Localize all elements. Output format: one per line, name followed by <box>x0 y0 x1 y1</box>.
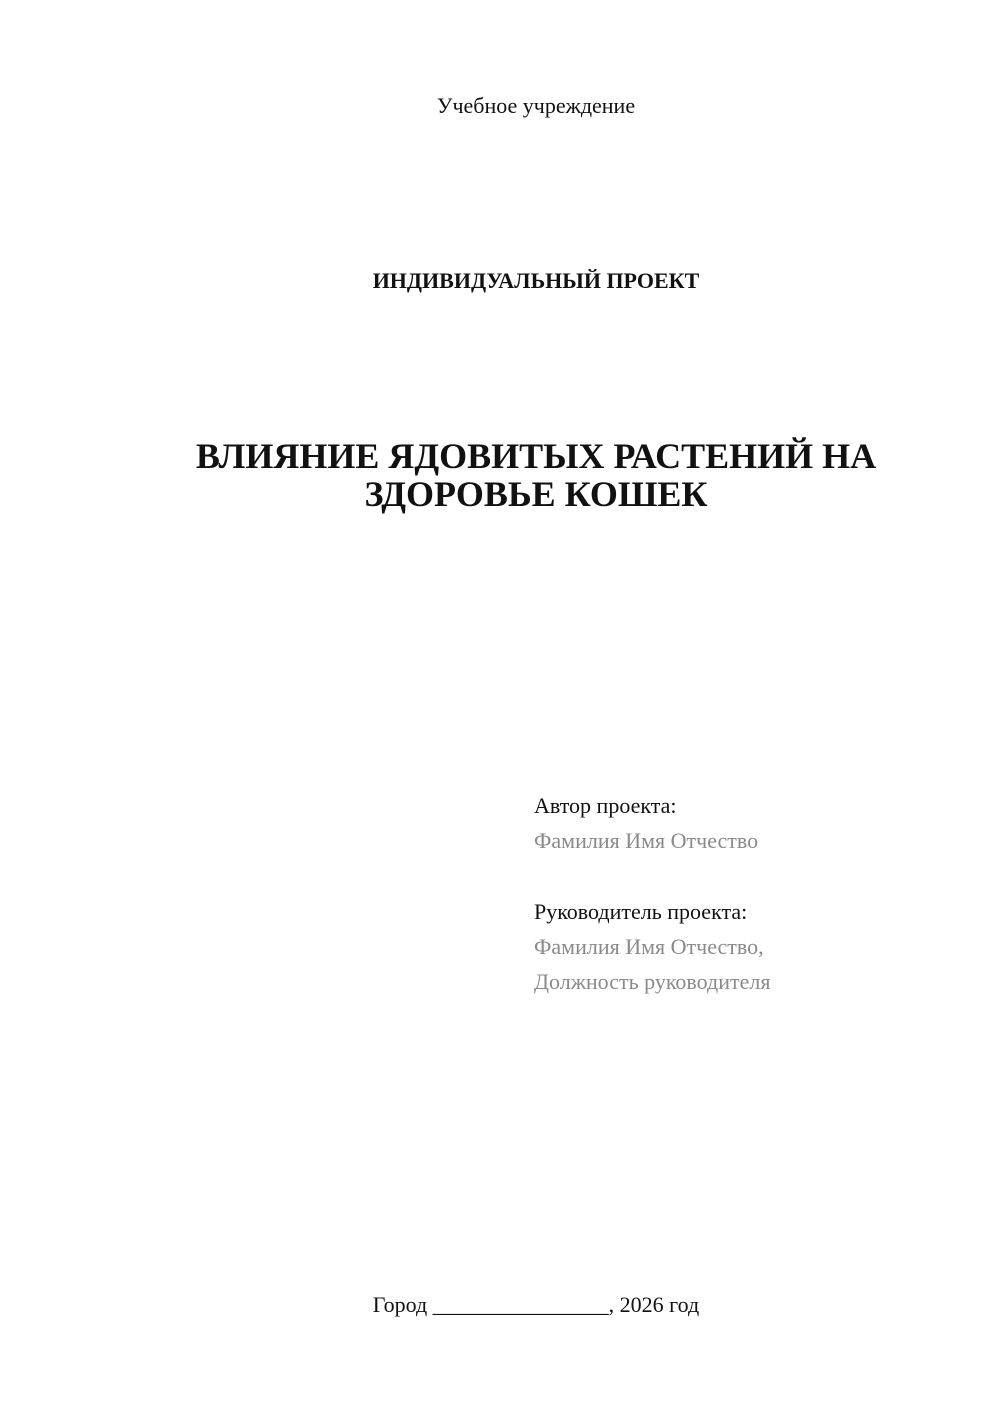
author-label: Автор проекта: <box>534 793 677 818</box>
supervisor-position: Должность руководителя <box>534 969 771 994</box>
institution-name: Учебное учреждение <box>436 93 636 118</box>
project-title <box>0 437 1000 513</box>
document-type: ИНДИВИДУАЛЬНЫЙ ПРОЕКТ <box>372 268 700 293</box>
credits-block <box>534 788 770 999</box>
footer-city-year: Город ________________, 2026 год <box>372 1292 700 1317</box>
supervisor-label: Руководитель проекта: <box>534 899 748 924</box>
project-title-line-2: ЗДОРОВЬЕ КОШЕК <box>364 474 708 514</box>
author-name: Фамилия Имя Отчество <box>534 828 759 853</box>
supervisor-name: Фамилия Имя Отчество, <box>534 934 764 959</box>
project-title-line-1: ВЛИЯНИЕ ЯДОВИТЫХ РАСТЕНИЙ НА <box>195 436 877 476</box>
credits-spacer <box>534 858 770 894</box>
